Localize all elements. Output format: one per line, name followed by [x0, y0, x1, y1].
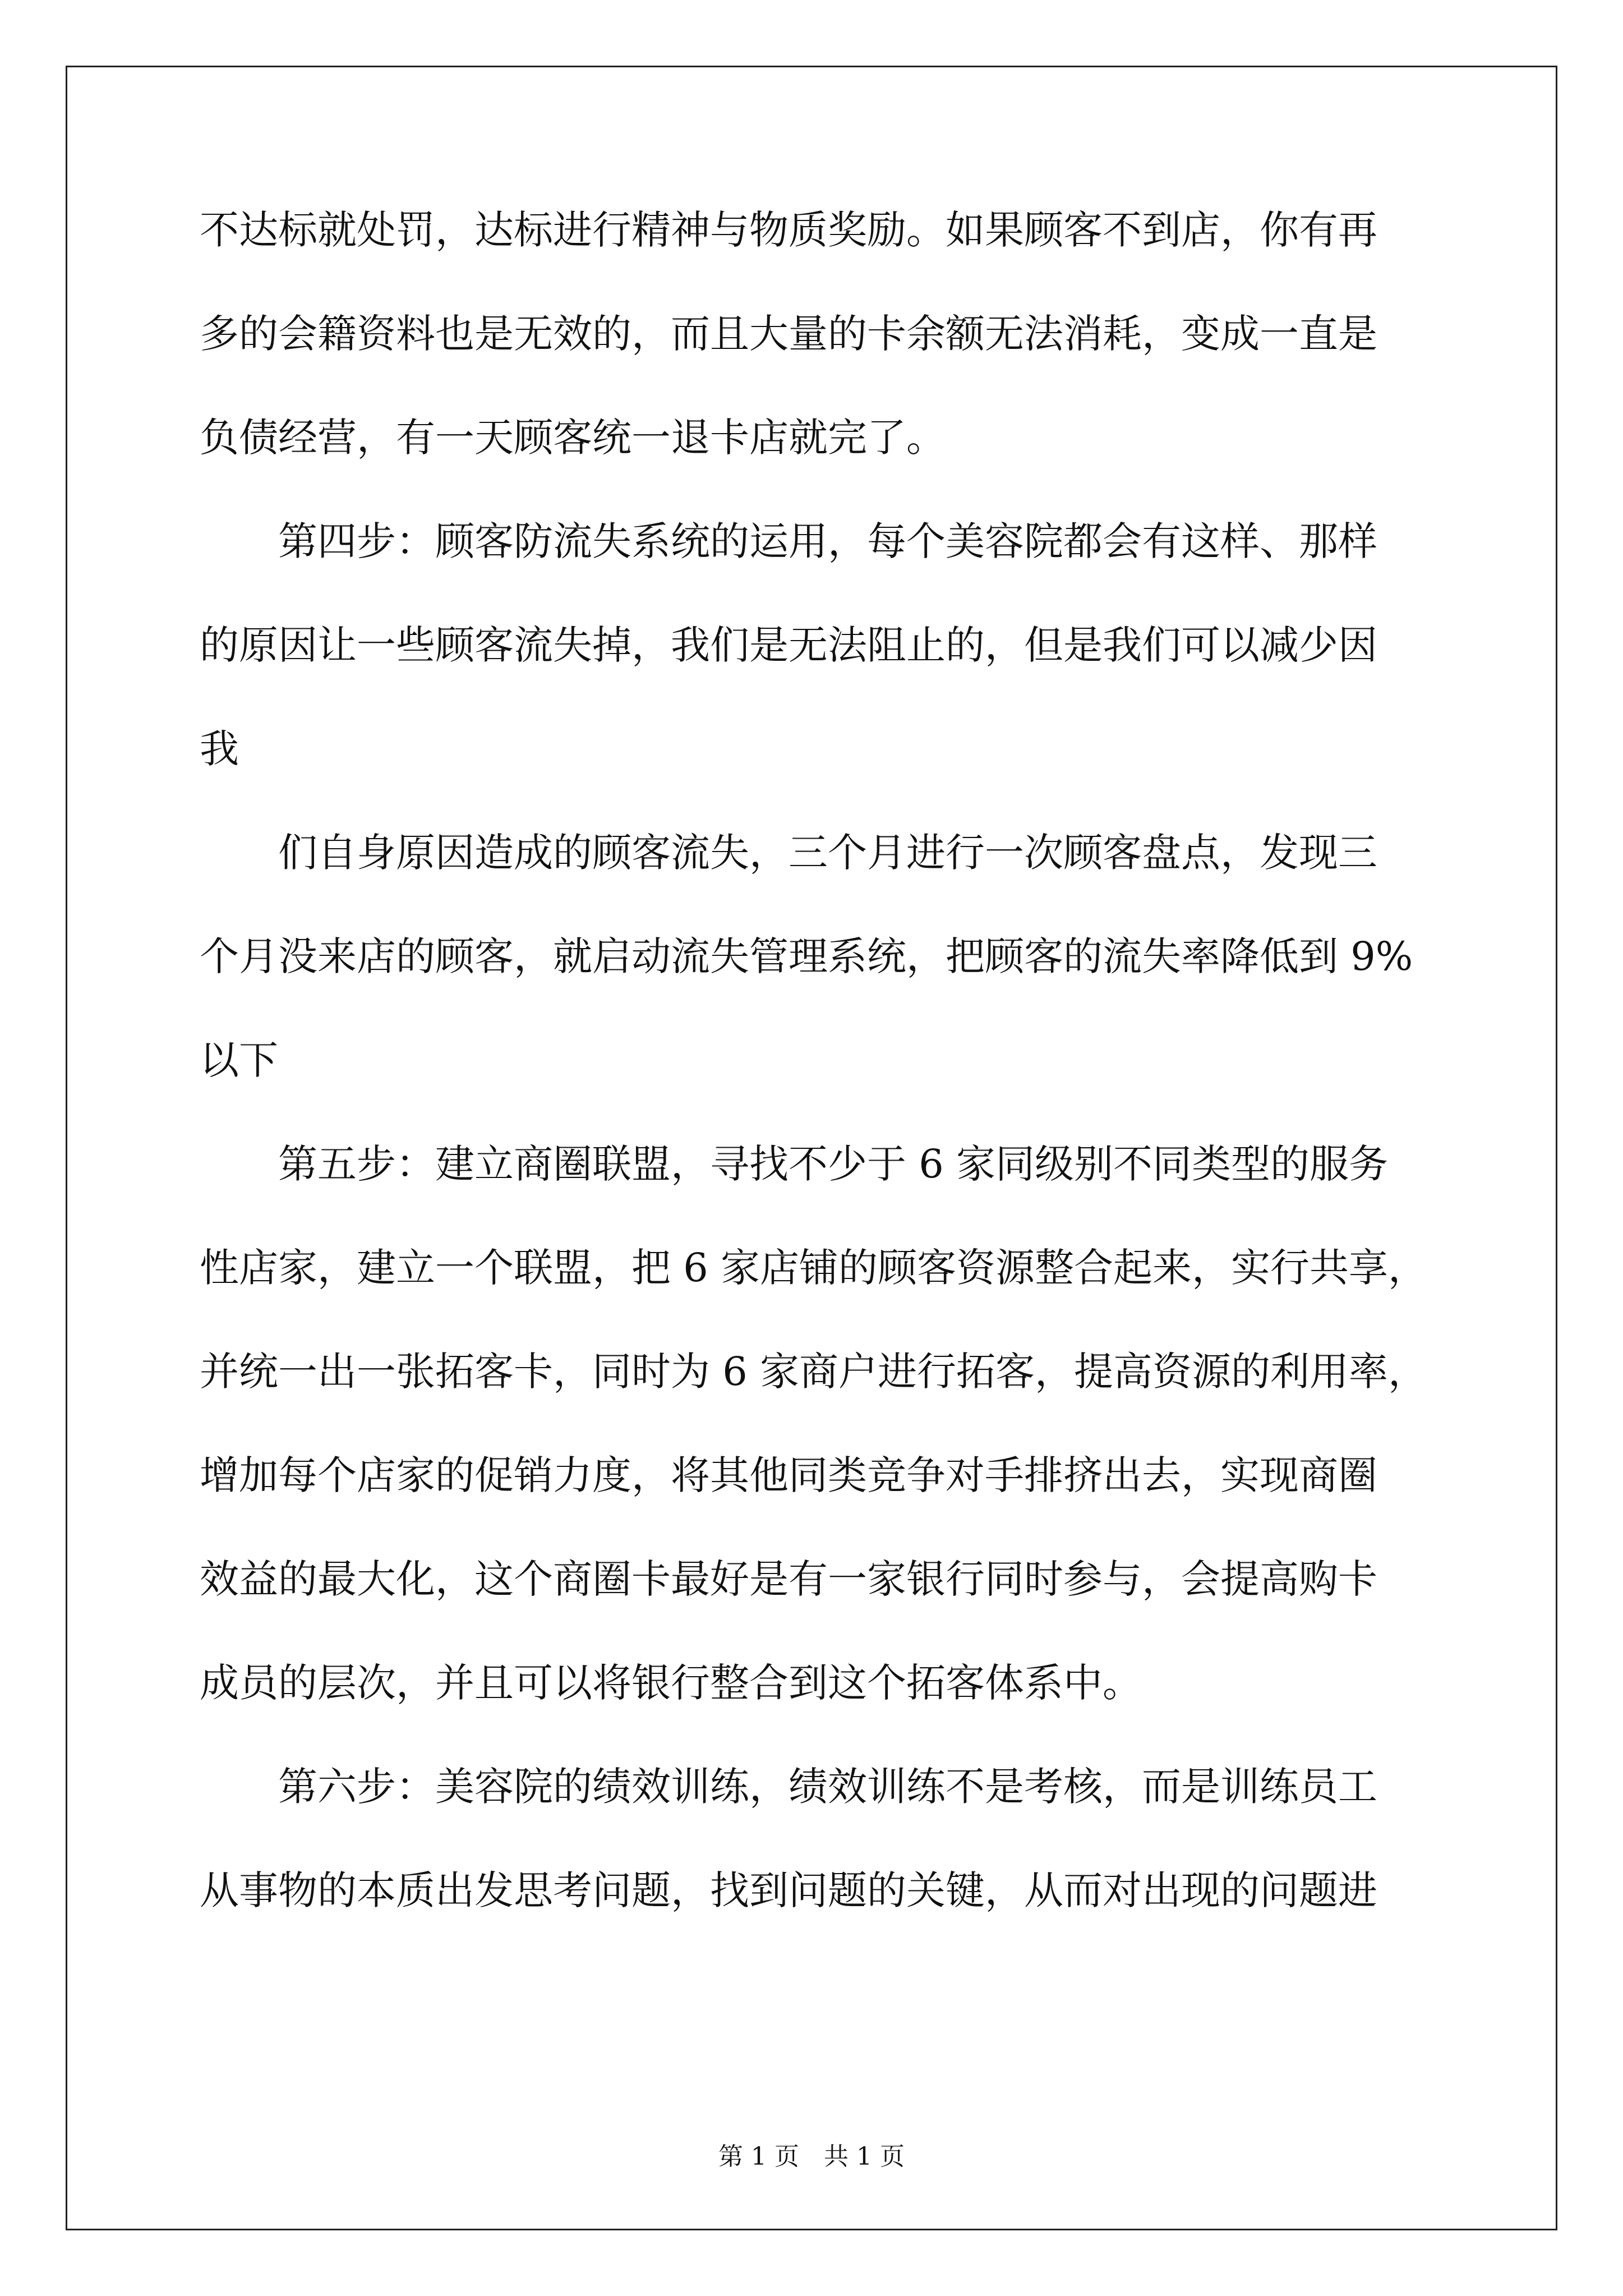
- body-line: 成员的层次，并且可以将银行整合到这个拓客体系中。: [200, 1660, 1142, 1706]
- body-line: 以下: [200, 1037, 278, 1083]
- body-line: 我: [200, 726, 239, 772]
- page-number-footer: 第 1 页 共 1 页: [718, 2142, 905, 2171]
- paragraph-step-six: 第六步：美容院的绩效训练，绩效训练不是考核，而是训练员工: [278, 1764, 1377, 1810]
- body-line: 的原因让一些顾客流失掉，我们是无法阻止的，但是我们可以减少因: [200, 622, 1377, 668]
- document-body: [200, 202, 1433, 1918]
- body-line: 并统一出一张拓客卡，同时为 6 家商户进行拓客，提高资源的利用率，: [200, 1349, 1428, 1395]
- paragraph-step-four: 第四步：顾客防流失系统的运用，每个美容院都会有这样、那样: [278, 518, 1377, 564]
- body-line: 性店家，建立一个联盟，把 6 家店铺的顾客资源整合起来，实行共享，: [200, 1245, 1428, 1291]
- body-line: 个月没来店的顾客，就启动流失管理系统，把顾客的流失率降低到 9%: [200, 933, 1413, 979]
- body-line: 从事物的本质出发思考问题，找到问题的关键，从而对出现的问题进: [200, 1867, 1377, 1913]
- body-line: 不达标就处罚，达标进行精神与物质奖励。如果顾客不到店，你有再: [200, 207, 1377, 253]
- body-line: 增加每个店家的促销力度，将其他同类竞争对手排挤出去，实现商圈: [200, 1452, 1377, 1498]
- paragraph-step-five: 第五步：建立商圈联盟，寻找不少于 6 家同级别不同类型的服务: [278, 1141, 1389, 1187]
- body-line: 们自身原因造成的顾客流失，三个月进行一次顾客盘点，发现三: [278, 830, 1377, 876]
- body-line: 负债经营，有一天顾客统一退卡店就完了。: [200, 415, 946, 461]
- body-line: 效益的最大化，这个商圈卡最好是有一家银行同时参与，会提高购卡: [200, 1556, 1377, 1602]
- body-line: 多的会籍资料也是无效的，而且大量的卡余额无法消耗，变成一直是: [200, 311, 1377, 357]
